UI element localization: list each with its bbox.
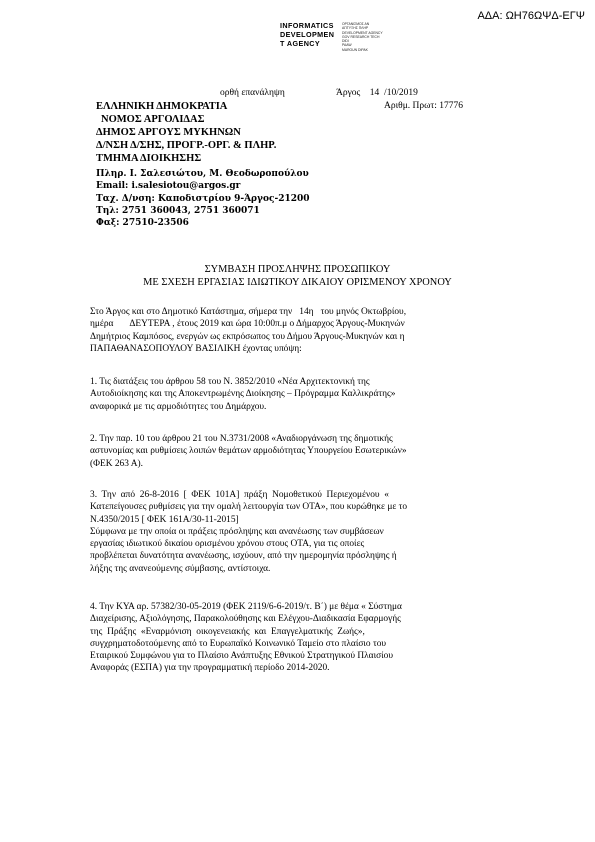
place-date: Άργος 14 /10/2019 [336, 88, 418, 98]
logo-line: INFORMATICS [280, 21, 334, 30]
paragraph-line: Αυτοδιοίκησης και της Αποκεντρωμένης Διοίκησης – Πρόγραμμα Καλλικράτης» [90, 389, 396, 400]
contact-phone: Τηλ: 2751 360043, 2751 360071 [96, 205, 260, 216]
item-3-paragraph [90, 489, 507, 575]
paragraph-line: Δημήτριος Καμπόσος, ενεργών ως εκπρόσωπος του Δήμου Άργους-Μυκηνών και η [90, 331, 405, 342]
header-line: ΕΛΛΗΝΙΚΗ ΔΗΜΟΚΡΑΤΙΑ [96, 101, 228, 112]
logo-small-line: PAAW [342, 43, 352, 48]
header-line: ΤΜΗΜΑ ΔΙΟΙΚΗΣΗΣ [96, 153, 202, 164]
paragraph-line: ημέρα ΔΕΥΤΕΡΑ , έτους 2019 και ώρα 10:00π.μ ο Δήμαρχος Άργους-Μυκηνών [90, 319, 405, 330]
document-title [90, 264, 505, 289]
paragraph-line: Στο Άργος και στο Δημοτικό Κατάστημα, σήμερα την 14η του μηνός Οκτωβρίου, [90, 307, 407, 317]
logo-small-print [342, 22, 398, 52]
paragraph-line: Ν.4350/2015 [ ΦΕΚ 161Α/30-11-2015] [90, 514, 239, 525]
item-1-paragraph [90, 376, 507, 413]
header-line: ΝΟΜΟΣ ΑΡΓΟΛΙΔΑΣ [101, 114, 205, 125]
paragraph-line: εργασίας ιδιωτικού δικαίου ορισμένου χρόνου στους ΟΤΑ, για τις οποίες [90, 539, 365, 550]
logo-small-line: GOV RESEARCH TECH [342, 34, 380, 39]
logo-small-line: MAROUN DIPAK [342, 47, 368, 52]
paragraph-line: 2. Την παρ. 10 του άρθρου 21 του Ν.3731/2008 «Αναδιοργάνωση της δημοτικής [90, 434, 393, 444]
repeat-note: ορθή επανάληψη [220, 88, 285, 98]
paragraph-line: Διαχείρισης, Αξιολόγησης, Παρακολούθησης και Ελέγχου-Διαδικασία Εφαρμογής [90, 614, 401, 625]
paragraph-line: ΠΑΠΑΘΑΝΑΣΟΠΟΥΛΟΥ ΒΑΣΙΛΙΚΗ έχοντας υπόψη: [90, 343, 302, 354]
logo-line: DEVELOPMEN [280, 29, 335, 39]
paragraph-line: της Πράξης «Εναρμόνιση οικογενειακής και Επαγγελματικής Ζωής», [90, 626, 365, 637]
logo-small-line: DIDI [342, 39, 349, 44]
item-4-paragraph [90, 601, 507, 675]
paragraph-line: Εταιρικού Συμφώνου για το Πλαίσιο Ανάπτυξης Εθνικού Στρατηγικού Πλαισίου [90, 651, 393, 662]
paragraph-line: Σύμφωνα με την οποία οι πράξεις πρόσληψης και ανανέωσης των συμβάσεων [90, 526, 384, 537]
title-line: ΜΕ ΣΧΕΣΗ ΕΡΓΑΣΙΑΣ ΙΔΙΩΤΙΚΟΥ ΔΙΚΑΙΟΥ ΟΡΙΣΜΕΝΟΥ ΧΡΟΝΟΥ [143, 276, 452, 288]
contact-fax: Φαξ: 27510-23506 [96, 218, 189, 229]
paragraph-line: αστυνομίας και ρυθμίσεις λοιπών θεμάτων αρμοδιότητας Υπουργείου Εσωτερικών» [90, 446, 407, 457]
protocol-number: Αριθμ. Πρωτ: 17776 [384, 101, 463, 111]
title-line: ΣΥΜΒΑΣΗ ΠΡΟΣΛΗΨΗΣ ΠΡΟΣΩΠΙΚΟΥ [204, 264, 391, 275]
paragraph-line: προβλέπεται δυνατότητα ανανέωσης, ισχύουν, από την ημερομηνία πρόσληψης ή [90, 551, 397, 562]
ada-code: ΑΔΑ: ΩΗ76ΩΨΔ-ΕΓΨ [477, 10, 585, 22]
paragraph-line: (ΦΕΚ 263 Α). [90, 458, 143, 469]
informatics-agency-logo [280, 22, 440, 58]
intro-paragraph [90, 306, 507, 355]
contact-block [96, 168, 310, 229]
logo-small-line: DEVELOPMENT AGENCY [342, 30, 383, 35]
logo-small-line: ΑΠΤΥΞΗΣ ΠΛΗΡ [342, 26, 369, 31]
logo-small-line: ΟΡΓΑΝΙΣΜΟΣ ΑΝ [342, 22, 370, 26]
contact-address: Ταχ. Δ/νση: Καποδιστρίου 9-Άργος-21200 [96, 193, 310, 204]
contact-email: Email: i.salesiotou@argos.gr [96, 181, 241, 192]
contact-info: Πληρ. Ι. Σαλεσιώτου, Μ. Θεοδωροπούλου [96, 169, 309, 179]
paragraph-line: συγχρηματοδοτούμενης από το Ευρωπαϊκό Κοινωνικό Ταμείο στο πλαίσιο του [90, 638, 387, 649]
logo-line: T AGENCY [280, 38, 321, 48]
paragraph-line: αναφορικά με τις αρμοδιότητες του Δημάρχου. [90, 401, 267, 412]
logo-wordmark [280, 22, 334, 48]
paragraph-line: λήξης της ανανεούμενης σύμβασης, αντίστοιχα. [90, 563, 271, 574]
paragraph-line: Κατεπείγουσες ρυθμίσεις για την ομαλή λειτουργία των ΟΤΑ», που κυρώθηκε με το [90, 502, 408, 513]
header-line: Δ/ΝΣΗ Δ/ΣΗΣ, ΠΡΟΓΡ.-ΟΡΓ. & ΠΛΗΡ. [96, 140, 277, 151]
paragraph-line: 1. Τις διατάξεις του άρθρου 58 του Ν. 3852/2010 «Νέα Αρχιτεκτονική της [90, 377, 370, 387]
issuer-header [96, 100, 276, 165]
paragraph-line: 3. Την από 26-8-2016 [ ΦΕΚ 101Α] πράξη Νομοθετικού Περιεχομένου « [90, 490, 389, 500]
paragraph-line: 4. Την ΚΥΑ αρ. 57382/30-05-2019 (ΦΕΚ 2119/6-6-2019/τ. Β΄) με θέμα « Σύστημα [90, 602, 402, 612]
paragraph-line: Αναφοράς (ΕΣΠΑ) για την προγραμματική περίοδο 2014-2020. [90, 663, 330, 674]
item-2-paragraph [90, 433, 507, 470]
header-line: ΔΗΜΟΣ ΑΡΓΟΥΣ ΜΥΚΗΝΩΝ [96, 127, 241, 138]
